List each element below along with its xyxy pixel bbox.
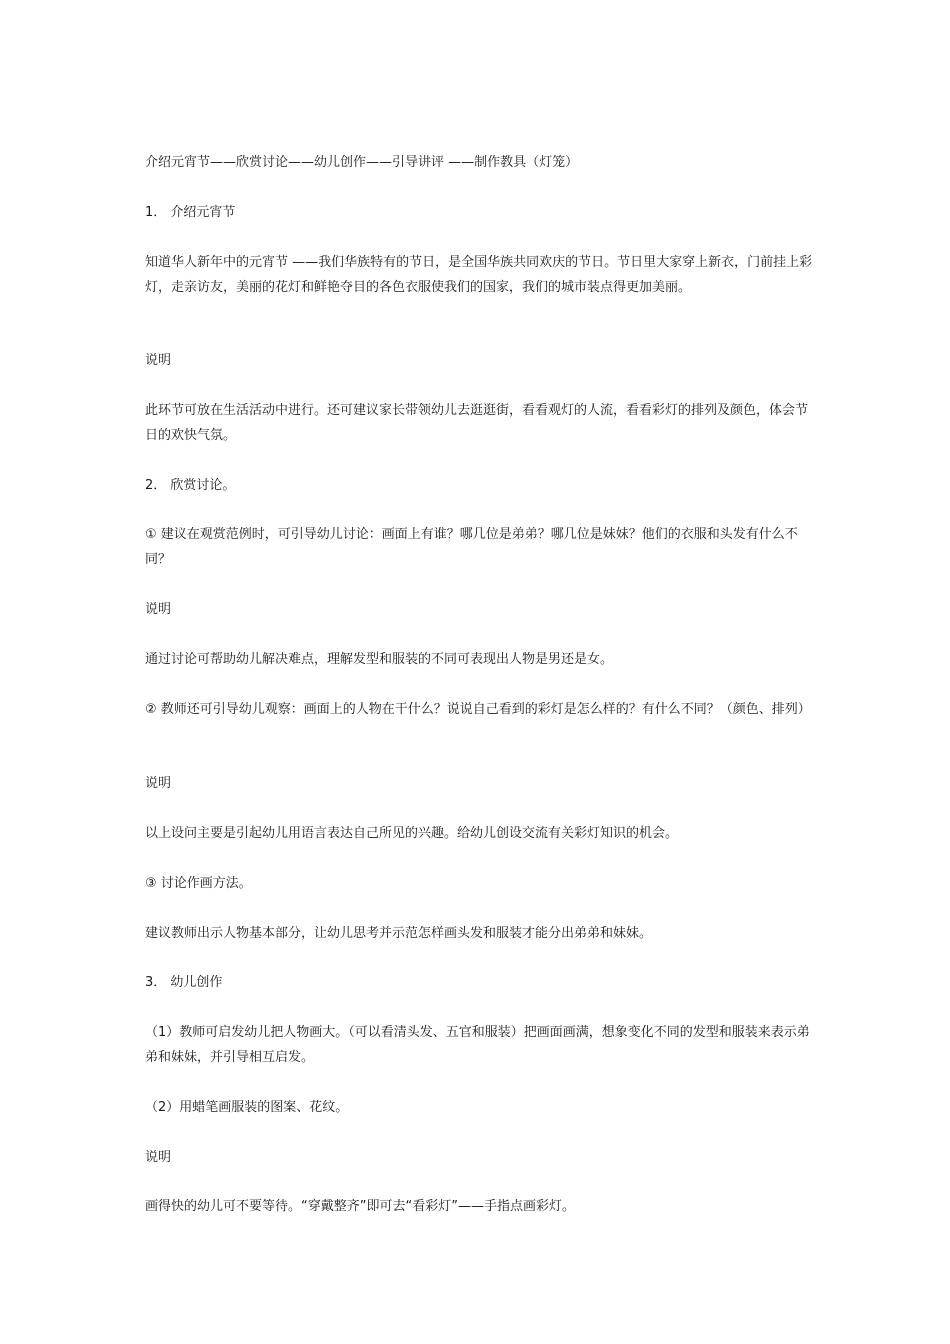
section-2-heading: 2． 欣赏讨论。 — [145, 478, 236, 493]
discussion-item-3: ③ 讨论作画方法。 — [145, 876, 252, 891]
discussion-item-3-body: 建议教师出示人物基本部分，让幼儿思考并示范怎样画头发和服装才能分出弟弟和妹妹。 — [145, 926, 653, 941]
note-4-body: 画得快的幼儿可不要等待。“穿戴整齐”即可去“看彩灯”——手指点画彩灯。 — [145, 1199, 575, 1214]
note-1-body: 此环节可放在生活活动中进行。还可建议家长带领幼儿去逛逛街，看看观灯的人流，看看彩灯的排列及颜色，体会节日的欢快气氛。 — [145, 403, 809, 443]
section-1-heading: 1． 介绍元宵节 — [145, 205, 236, 220]
creation-step-1: （1）教师可启发幼儿把人物画大。（可以看清头发、五官和服装）把画面画满，想象变化不同的发型和服装来表示弟弟和妹妹，并引导相互启发。 — [145, 1025, 810, 1065]
note-1-label: 说明 — [145, 353, 172, 368]
section-3-heading: 3． 幼儿创作 — [145, 975, 223, 990]
lesson-flow: 介绍元宵节——欣赏讨论——幼儿创作——引导讲评 ——制作教具（灯笼） — [145, 155, 579, 170]
note-3-label: 说明 — [145, 776, 172, 791]
section-1-body: 知道华人新年中的元宵节 ——我们华族特有的节日，是全国华族共同欢庆的节日。节日里大家穿上新衣，门前挂上彩灯，走亲访友，美丽的花灯和鲜艳夺目的各色衣服使我们的国家，我们的城市装点得更加美丽。 — [145, 255, 813, 295]
discussion-item-1: ① 建议在观赏范例时，可引导幼儿讨论：画面上有谁？哪几位是弟弟？哪几位是妹妹？他们的衣服和头发有什么不同？ — [145, 527, 798, 567]
note-3-body: 以上设问主要是引起幼儿用语言表达自己所见的兴趣。给幼儿创设交流有关彩灯知识的机会。 — [145, 826, 679, 841]
note-2-body: 通过讨论可帮助幼儿解决难点，理解发型和服装的不同可表现出人物是男还是女。 — [145, 652, 614, 667]
note-2-label: 说明 — [145, 602, 172, 617]
creation-step-2: （2）用蜡笔画服装的图案、花纹。 — [145, 1100, 349, 1115]
note-4-label: 说明 — [145, 1150, 172, 1165]
discussion-item-2: ② 教师还可引导幼儿观察：画面上的人物在干什么？说说自己看到的彩灯是怎么样的？有什么不同？（颜色、排列） — [145, 702, 811, 717]
